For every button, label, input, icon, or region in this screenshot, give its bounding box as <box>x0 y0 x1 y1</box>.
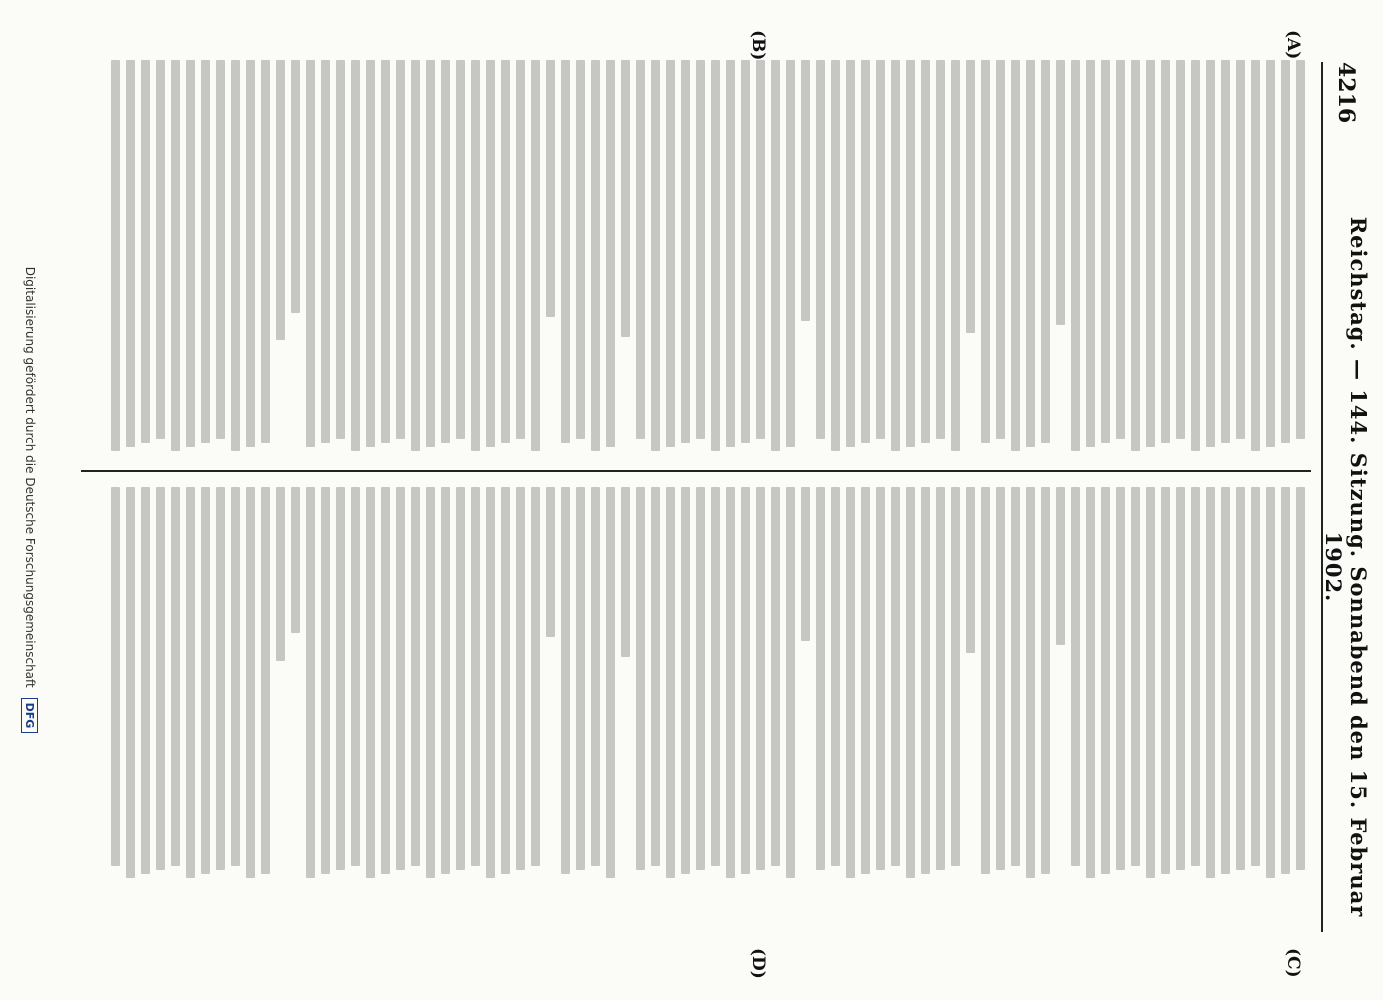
text-line-placeholder <box>126 60 135 447</box>
text-line-placeholder <box>921 60 930 443</box>
text-line-placeholder <box>141 487 150 874</box>
text-line-placeholder <box>666 60 675 447</box>
text-line-placeholder <box>261 60 270 443</box>
text-line-placeholder <box>501 487 510 874</box>
text-line-placeholder <box>231 60 240 451</box>
text-line-placeholder <box>846 60 855 447</box>
text-line-placeholder <box>1086 487 1095 878</box>
text-line-placeholder <box>1101 60 1110 443</box>
text-line-placeholder <box>606 60 615 447</box>
text-line-placeholder <box>336 487 345 870</box>
text-line-placeholder <box>711 487 720 866</box>
text-line-placeholder <box>876 60 885 439</box>
text-line-placeholder <box>516 60 525 439</box>
margin-letter-d: (D) <box>748 948 768 979</box>
illegible-text-lines <box>111 487 1311 882</box>
text-line-placeholder <box>276 487 285 661</box>
text-line-placeholder <box>216 487 225 870</box>
text-line-placeholder <box>381 487 390 874</box>
text-line-placeholder <box>1086 60 1095 447</box>
text-line-placeholder <box>1176 487 1185 870</box>
text-line-placeholder <box>936 60 945 439</box>
text-line-placeholder <box>246 60 255 447</box>
text-line-placeholder <box>921 487 930 874</box>
text-line-placeholder <box>156 60 165 439</box>
running-head: Reichstag. — 144. Sitzung. Sonnabend den 15. Februar 1902. <box>1321 216 1371 918</box>
text-line-placeholder <box>651 60 660 451</box>
text-line-placeholder <box>396 487 405 870</box>
text-line-placeholder <box>846 487 855 878</box>
text-line-placeholder <box>1071 60 1080 451</box>
text-line-placeholder <box>1251 60 1260 451</box>
text-line-placeholder <box>786 487 795 878</box>
text-line-placeholder <box>171 60 180 451</box>
text-line-placeholder <box>531 487 540 866</box>
text-line-placeholder <box>996 60 1005 439</box>
text-line-placeholder <box>201 60 210 443</box>
text-line-placeholder <box>1116 487 1125 870</box>
text-line-placeholder <box>786 60 795 447</box>
text-line-placeholder <box>471 60 480 451</box>
text-line-placeholder <box>1191 487 1200 866</box>
text-line-placeholder <box>681 60 690 443</box>
text-line-placeholder <box>1266 60 1275 447</box>
text-line-placeholder <box>276 60 285 340</box>
page-header <box>1321 62 1369 932</box>
text-line-placeholder <box>1236 60 1245 439</box>
text-line-placeholder <box>1101 487 1110 874</box>
text-line-placeholder <box>201 487 210 874</box>
text-line-placeholder <box>306 60 315 447</box>
text-line-placeholder <box>906 60 915 447</box>
text-line-placeholder <box>801 487 810 641</box>
text-line-placeholder <box>591 487 600 866</box>
text-line-placeholder <box>816 60 825 439</box>
text-line-placeholder <box>291 60 300 313</box>
text-line-placeholder <box>1131 60 1140 451</box>
text-line-placeholder <box>1176 60 1185 439</box>
text-line-placeholder <box>636 60 645 439</box>
text-line-placeholder <box>501 60 510 443</box>
text-line-placeholder <box>561 60 570 443</box>
text-column-left <box>81 60 1311 455</box>
text-line-placeholder <box>156 487 165 870</box>
text-line-placeholder <box>1266 487 1275 878</box>
text-line-placeholder <box>1206 487 1215 878</box>
text-line-placeholder <box>321 60 330 443</box>
text-line-placeholder <box>756 487 765 870</box>
page-number: 4216 <box>1333 62 1359 124</box>
margin-letter-b: (B) <box>748 30 768 61</box>
text-line-placeholder <box>741 60 750 443</box>
text-line-placeholder <box>246 487 255 878</box>
text-line-placeholder <box>1221 487 1230 874</box>
text-line-placeholder <box>1146 60 1155 447</box>
text-line-placeholder <box>981 60 990 443</box>
text-line-placeholder <box>726 60 735 447</box>
text-line-placeholder <box>366 60 375 447</box>
text-line-placeholder <box>951 60 960 451</box>
text-line-placeholder <box>1116 60 1125 439</box>
text-line-placeholder <box>861 60 870 443</box>
text-line-placeholder <box>216 60 225 439</box>
text-line-placeholder <box>306 487 315 878</box>
text-line-placeholder <box>141 60 150 443</box>
text-line-placeholder <box>1041 487 1050 874</box>
text-line-placeholder <box>1296 487 1305 870</box>
text-line-placeholder <box>321 487 330 874</box>
text-line-placeholder <box>456 487 465 870</box>
text-line-placeholder <box>831 60 840 451</box>
text-line-placeholder <box>126 487 135 878</box>
text-line-placeholder <box>441 487 450 874</box>
text-line-placeholder <box>1236 487 1245 870</box>
text-line-placeholder <box>546 487 555 637</box>
illegible-text-lines <box>111 60 1311 455</box>
text-line-placeholder <box>741 487 750 874</box>
text-line-placeholder <box>1161 60 1170 443</box>
text-line-placeholder <box>231 487 240 866</box>
text-line-placeholder <box>876 487 885 870</box>
text-line-placeholder <box>1026 487 1035 878</box>
text-column-right <box>81 487 1311 882</box>
text-line-placeholder <box>756 60 765 439</box>
text-line-placeholder <box>606 487 615 878</box>
text-line-placeholder <box>891 487 900 866</box>
text-line-placeholder <box>1191 60 1200 451</box>
text-line-placeholder <box>486 487 495 878</box>
text-line-placeholder <box>936 487 945 870</box>
text-line-placeholder <box>441 60 450 443</box>
text-line-placeholder <box>951 487 960 866</box>
text-line-placeholder <box>666 487 675 878</box>
text-line-placeholder <box>1071 487 1080 866</box>
dfg-logo: DFG <box>21 698 38 734</box>
text-line-placeholder <box>351 60 360 451</box>
text-line-placeholder <box>336 60 345 439</box>
text-line-placeholder <box>1026 60 1035 447</box>
text-line-placeholder <box>801 60 810 321</box>
text-line-placeholder <box>681 487 690 874</box>
text-line-placeholder <box>1281 60 1290 443</box>
text-line-placeholder <box>531 60 540 451</box>
text-line-placeholder <box>1011 60 1020 451</box>
text-line-placeholder <box>426 487 435 878</box>
text-line-placeholder <box>351 487 360 866</box>
text-line-placeholder <box>591 60 600 451</box>
text-line-placeholder <box>381 60 390 443</box>
text-line-placeholder <box>1221 60 1230 443</box>
text-line-placeholder <box>366 487 375 878</box>
text-line-placeholder <box>291 487 300 633</box>
text-line-placeholder <box>456 60 465 439</box>
text-line-placeholder <box>171 487 180 866</box>
text-line-placeholder <box>816 487 825 870</box>
text-line-placeholder <box>1251 487 1260 866</box>
text-line-placeholder <box>981 487 990 874</box>
text-line-placeholder <box>111 60 120 451</box>
text-line-placeholder <box>486 60 495 447</box>
text-line-placeholder <box>771 60 780 451</box>
text-line-placeholder <box>396 60 405 439</box>
text-line-placeholder <box>996 487 1005 870</box>
margin-letter-c: (C) <box>1283 948 1303 978</box>
text-line-placeholder <box>1131 487 1140 866</box>
text-line-placeholder <box>771 487 780 866</box>
text-line-placeholder <box>696 60 705 439</box>
text-line-placeholder <box>561 487 570 874</box>
text-line-placeholder <box>1041 60 1050 443</box>
text-line-placeholder <box>411 487 420 866</box>
text-line-placeholder <box>546 60 555 317</box>
text-line-placeholder <box>1281 487 1290 874</box>
text-line-placeholder <box>711 60 720 451</box>
text-line-placeholder <box>1146 487 1155 878</box>
text-line-placeholder <box>1161 487 1170 874</box>
text-line-placeholder <box>1056 487 1065 645</box>
text-line-placeholder <box>636 487 645 870</box>
text-line-placeholder <box>1056 60 1065 325</box>
text-line-placeholder <box>516 487 525 870</box>
text-line-placeholder <box>726 487 735 878</box>
text-line-placeholder <box>186 487 195 878</box>
text-line-placeholder <box>831 487 840 866</box>
text-line-placeholder <box>111 487 120 866</box>
text-line-placeholder <box>966 487 975 653</box>
text-line-placeholder <box>621 487 630 657</box>
text-line-placeholder <box>1011 487 1020 866</box>
text-line-placeholder <box>1296 60 1305 439</box>
credit-text: Digitalisierung gefördert durch die Deutsche Forschungsgemeinschaft <box>23 266 37 688</box>
text-line-placeholder <box>261 487 270 874</box>
text-line-placeholder <box>891 60 900 451</box>
text-line-placeholder <box>651 487 660 866</box>
digitization-credit <box>21 0 38 1000</box>
text-line-placeholder <box>426 60 435 447</box>
text-line-placeholder <box>906 487 915 878</box>
text-line-placeholder <box>471 487 480 866</box>
margin-letter-a: (A) <box>1283 30 1303 60</box>
text-line-placeholder <box>1206 60 1215 447</box>
text-line-placeholder <box>696 487 705 870</box>
text-line-placeholder <box>621 60 630 337</box>
text-line-placeholder <box>966 60 975 333</box>
text-line-placeholder <box>861 487 870 874</box>
text-line-placeholder <box>576 60 585 439</box>
column-divider <box>81 470 1311 472</box>
text-line-placeholder <box>186 60 195 447</box>
text-line-placeholder <box>411 60 420 451</box>
text-line-placeholder <box>576 487 585 870</box>
